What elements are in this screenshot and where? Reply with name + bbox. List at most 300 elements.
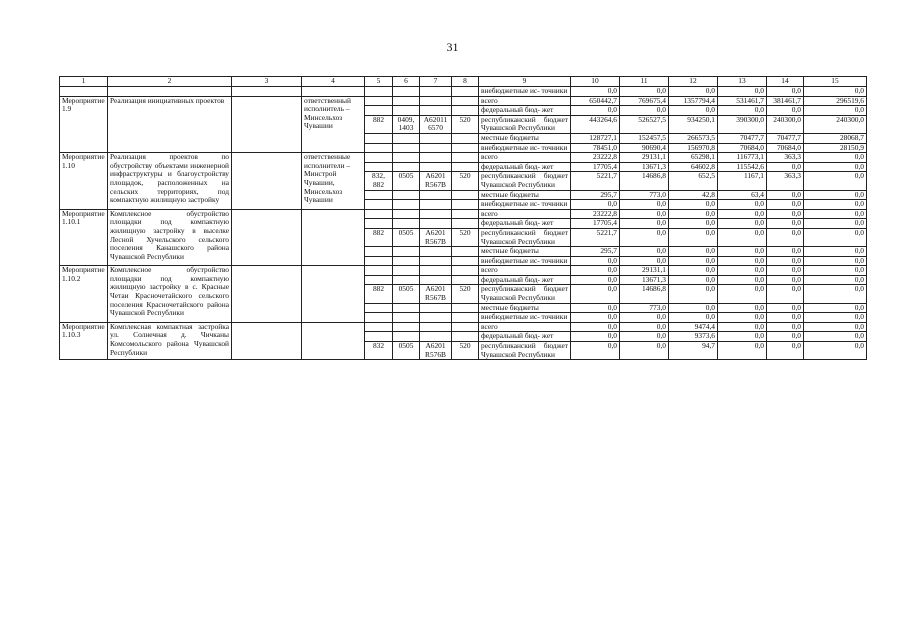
value-cell: 0,0 (804, 247, 867, 257)
value-cell: 9373,6 (669, 332, 718, 342)
rz-code: 0505 (393, 172, 420, 190)
program-table (59, 76, 867, 360)
empty-cell (452, 275, 479, 285)
value-cell: 0,0 (804, 200, 867, 210)
empty-cell (365, 87, 393, 97)
empty-cell (452, 247, 479, 257)
value-cell: 14686,8 (620, 285, 669, 303)
source-label: внебюджетные ис- точники (479, 87, 571, 97)
empty-cell (232, 266, 302, 323)
measure-code: Мероприятие 1.10.3 (60, 322, 108, 359)
empty-cell (420, 162, 452, 172)
empty-cell (420, 256, 452, 266)
empty-cell (232, 322, 302, 359)
value-cell: 29131,1 (620, 266, 669, 276)
value-cell: 0,0 (669, 200, 718, 210)
empty-cell (452, 256, 479, 266)
empty-cell (420, 275, 452, 285)
empty-cell (420, 143, 452, 153)
empty-cell (452, 266, 479, 276)
source-label: федеральный бюд- жет (479, 106, 571, 116)
empty-cell (420, 332, 452, 342)
empty-cell (365, 190, 393, 200)
value-cell: 116773,1 (718, 153, 767, 163)
responsible-executor: ответственные исполнители – Минстрой Чувашии, Минсельхоз Чувашии (302, 153, 365, 210)
value-cell: 0,0 (669, 266, 718, 276)
value-cell: 17705,4 (571, 219, 620, 229)
empty-cell (365, 275, 393, 285)
value-cell: 42,8 (669, 190, 718, 200)
value-cell: 0,0 (767, 190, 804, 200)
value-cell: 934250,1 (669, 115, 718, 133)
value-cell: 0,0 (718, 247, 767, 257)
header-cell: 8 (452, 77, 479, 87)
value-cell: 5221,7 (571, 228, 620, 246)
value-cell: 0,0 (767, 285, 804, 303)
source-label: федеральный бюд- жет (479, 275, 571, 285)
value-cell: 0,0 (669, 106, 718, 116)
value-cell: 652,5 (669, 172, 718, 190)
empty-cell (393, 106, 420, 116)
value-cell: 0,0 (718, 106, 767, 116)
empty-cell (420, 96, 452, 106)
empty-cell (365, 153, 393, 163)
value-cell: 0,0 (767, 322, 804, 332)
source-label: федеральный бюд- жет (479, 332, 571, 342)
empty-cell (393, 133, 420, 143)
value-cell: 0,0 (571, 303, 620, 313)
table-row (60, 153, 867, 163)
empty-cell (232, 153, 302, 210)
responsible-executor: ответственный исполнитель – Минсельхоз Чувашии (302, 96, 365, 153)
value-cell: 0,0 (620, 247, 669, 257)
value-cell: 0,0 (669, 209, 718, 219)
value-cell: 5221,7 (571, 172, 620, 190)
empty-cell (452, 209, 479, 219)
empty-cell (393, 190, 420, 200)
value-cell: 0,0 (669, 247, 718, 257)
empty-cell (420, 87, 452, 97)
value-cell: 0,0 (804, 228, 867, 246)
empty-cell (393, 275, 420, 285)
value-cell: 13671,3 (620, 162, 669, 172)
source-label: всего (479, 96, 571, 106)
value-cell: 0,0 (669, 219, 718, 229)
source-label: федеральный бюд- жет (479, 219, 571, 229)
empty-cell (452, 96, 479, 106)
value-cell: 0,0 (620, 256, 669, 266)
measure-title: Комплексное обустройство площадки под компактную жилищную застройку в с. Красные Четаи Красночетайского сельского поселения Красночетайского района Чувашской Республики (108, 266, 232, 323)
value-cell: 0,0 (804, 332, 867, 342)
header-cell: 7 (420, 77, 452, 87)
grbs-code: 882 (365, 285, 393, 303)
empty-cell (393, 303, 420, 313)
value-cell: 64602,8 (669, 162, 718, 172)
empty-cell (393, 200, 420, 210)
empty-cell (393, 266, 420, 276)
value-cell: 531461,7 (718, 96, 767, 106)
csr-code: А6201 R567В (420, 228, 452, 246)
grbs-code: 832 (365, 342, 393, 360)
empty-cell (452, 162, 479, 172)
value-cell: 94,7 (669, 342, 718, 360)
empty-cell (365, 313, 393, 323)
source-label: местные бюджеты (479, 190, 571, 200)
value-cell: 156970,8 (669, 143, 718, 153)
source-label: местные бюджеты (479, 133, 571, 143)
value-cell: 0,0 (804, 106, 867, 116)
value-cell: 128727,1 (571, 133, 620, 143)
source-label: внебюджетные ис- точники (479, 256, 571, 266)
source-label: местные бюджеты (479, 247, 571, 257)
header-cell: 1 (60, 77, 108, 87)
table-row (60, 322, 867, 332)
measure-code: Мероприятие 1.10.1 (60, 209, 108, 266)
empty-cell (420, 247, 452, 257)
source-label: республиканский бюджет Чувашской Республики (479, 228, 571, 246)
value-cell: 0,0 (804, 285, 867, 303)
grbs-code: 882 (365, 228, 393, 246)
value-cell: 0,0 (767, 87, 804, 97)
value-cell: 0,0 (804, 162, 867, 172)
empty-cell (420, 313, 452, 323)
value-cell: 90690,4 (620, 143, 669, 153)
source-label: федеральный бюд- жет (479, 162, 571, 172)
value-cell: 0,0 (571, 313, 620, 323)
value-cell: 0,0 (571, 342, 620, 360)
rz-code: 0505 (393, 228, 420, 246)
value-cell: 65298,1 (669, 153, 718, 163)
value-cell: 28150,9 (804, 143, 867, 153)
empty-cell (365, 162, 393, 172)
value-cell: 363,3 (767, 153, 804, 163)
measure-title: Комплексное обустройство площадки под компактную жилищную застройку в выселке Лесной Хучельского сельского поселения Канашского района Чувашской Республики (108, 209, 232, 266)
empty-cell (452, 332, 479, 342)
value-cell: 0,0 (804, 153, 867, 163)
value-cell: 0,0 (571, 322, 620, 332)
source-label: внебюджетные ис- точники (479, 200, 571, 210)
value-cell: 0,0 (620, 219, 669, 229)
value-cell: 0,0 (718, 87, 767, 97)
value-cell: 78451,0 (571, 143, 620, 153)
csr-code: А6201 R567В (420, 172, 452, 190)
header-cell: 4 (302, 77, 365, 87)
value-cell: 0,0 (767, 200, 804, 210)
value-cell: 17705,4 (571, 162, 620, 172)
empty-cell (452, 303, 479, 313)
empty-cell (452, 322, 479, 332)
value-cell: 0,0 (571, 200, 620, 210)
value-cell: 0,0 (767, 256, 804, 266)
value-cell: 0,0 (767, 313, 804, 323)
value-cell: 1167,1 (718, 172, 767, 190)
header-cell: 14 (767, 77, 804, 87)
value-cell: 773,0 (620, 303, 669, 313)
header-cell: 6 (393, 77, 420, 87)
value-cell: 0,0 (669, 275, 718, 285)
empty-cell (232, 209, 302, 266)
value-cell: 0,0 (804, 172, 867, 190)
value-cell: 0,0 (804, 313, 867, 323)
empty-cell (452, 87, 479, 97)
empty-cell (420, 153, 452, 163)
header-cell: 10 (571, 77, 620, 87)
value-cell: 13671,3 (620, 275, 669, 285)
empty-cell (420, 266, 452, 276)
empty-cell (365, 200, 393, 210)
value-cell: 0,0 (767, 303, 804, 313)
empty-cell (420, 322, 452, 332)
empty-cell (365, 256, 393, 266)
measure-title: Реализация инициативных проектов (108, 96, 232, 153)
value-cell: 1357794,4 (669, 96, 718, 106)
value-cell: 0,0 (804, 266, 867, 276)
value-cell: 0,0 (620, 87, 669, 97)
source-label: республиканский бюджет Чувашской Республики (479, 115, 571, 133)
value-cell: 526527,5 (620, 115, 669, 133)
table-row (60, 96, 867, 106)
source-label: республиканский бюджет Чувашской Республики (479, 342, 571, 360)
empty-cell (60, 87, 108, 97)
header-cell: 2 (108, 77, 232, 87)
empty-cell (393, 313, 420, 323)
value-cell: 70684,0 (767, 143, 804, 153)
value-cell: 0,0 (669, 313, 718, 323)
empty-cell (452, 143, 479, 153)
empty-cell (420, 106, 452, 116)
value-cell: 0,0 (571, 87, 620, 97)
header-cell: 3 (232, 77, 302, 87)
value-cell: 0,0 (804, 219, 867, 229)
value-cell: 0,0 (718, 209, 767, 219)
vr-code: 520 (452, 342, 479, 360)
value-cell: 0,0 (718, 228, 767, 246)
value-cell: 0,0 (804, 190, 867, 200)
value-cell: 0,0 (571, 256, 620, 266)
value-cell: 70477,7 (718, 133, 767, 143)
empty-cell (393, 153, 420, 163)
empty-cell (232, 87, 302, 97)
grbs-code: 832, 882 (365, 172, 393, 190)
value-cell: 29131,1 (620, 153, 669, 163)
value-cell: 296519,6 (804, 96, 867, 106)
value-cell: 650442,7 (571, 96, 620, 106)
value-cell: 295,7 (571, 190, 620, 200)
csr-code: А6201 R567В (420, 285, 452, 303)
empty-cell (420, 303, 452, 313)
value-cell: 0,0 (669, 285, 718, 303)
value-cell: 0,0 (669, 87, 718, 97)
value-cell: 0,0 (767, 266, 804, 276)
value-cell: 0,0 (767, 162, 804, 172)
value-cell: 0,0 (718, 219, 767, 229)
value-cell: 0,0 (620, 228, 669, 246)
value-cell: 0,0 (718, 275, 767, 285)
empty-cell (452, 313, 479, 323)
header-cell: 5 (365, 77, 393, 87)
value-cell: 0,0 (718, 332, 767, 342)
rz-code: 0505 (393, 342, 420, 360)
responsible-executor (302, 266, 365, 323)
empty-cell (420, 190, 452, 200)
empty-cell (452, 153, 479, 163)
value-cell: 0,0 (804, 87, 867, 97)
measure-code: Мероприятие 1.9 (60, 96, 108, 153)
empty-cell (452, 190, 479, 200)
empty-cell (393, 322, 420, 332)
empty-cell (365, 133, 393, 143)
empty-cell (365, 96, 393, 106)
value-cell: 0,0 (718, 303, 767, 313)
value-cell: 0,0 (718, 313, 767, 323)
csr-code: А62011 6570 (420, 115, 452, 133)
value-cell: 0,0 (571, 106, 620, 116)
rz-code: 0409, 1403 (393, 115, 420, 133)
value-cell: 0,0 (620, 106, 669, 116)
value-cell: 381461,7 (767, 96, 804, 106)
value-cell: 0,0 (620, 209, 669, 219)
value-cell: 23222,8 (571, 209, 620, 219)
value-cell: 0,0 (718, 322, 767, 332)
value-cell: 0,0 (620, 322, 669, 332)
value-cell: 240300,0 (804, 115, 867, 133)
value-cell: 23222,8 (571, 153, 620, 163)
empty-cell (393, 332, 420, 342)
empty-cell (365, 322, 393, 332)
vr-code: 520 (452, 115, 479, 133)
empty-cell (393, 162, 420, 172)
source-label: внебюджетные ис- точники (479, 313, 571, 323)
header-row (60, 77, 867, 87)
value-cell: 0,0 (620, 342, 669, 360)
value-cell: 0,0 (767, 275, 804, 285)
value-cell: 769675,4 (620, 96, 669, 106)
vr-code: 520 (452, 285, 479, 303)
table-row (60, 266, 867, 276)
empty-cell (365, 106, 393, 116)
value-cell: 0,0 (571, 266, 620, 276)
empty-cell (393, 256, 420, 266)
value-cell: 0,0 (804, 275, 867, 285)
value-cell: 295,7 (571, 247, 620, 257)
value-cell: 0,0 (669, 228, 718, 246)
empty-cell (420, 209, 452, 219)
value-cell: 0,0 (804, 342, 867, 360)
source-label: всего (479, 209, 571, 219)
value-cell: 0,0 (804, 303, 867, 313)
empty-cell (365, 266, 393, 276)
value-cell: 70684,0 (718, 143, 767, 153)
empty-cell (393, 209, 420, 219)
value-cell: 0,0 (718, 266, 767, 276)
value-cell: 390300,0 (718, 115, 767, 133)
measure-code: Мероприятие 1.10.2 (60, 266, 108, 323)
header-cell: 11 (620, 77, 669, 87)
measure-title: Реализация проектов по обустройству объектами инженерной инфраструктуры и благоустройству площадок, расположенных на сельских территориях, под компактную жилищную застройку (108, 153, 232, 210)
value-cell: 266573,5 (669, 133, 718, 143)
value-cell: 0,0 (767, 228, 804, 246)
value-cell: 0,0 (620, 332, 669, 342)
value-cell: 0,0 (669, 303, 718, 313)
value-cell: 115542,6 (718, 162, 767, 172)
page-number: 31 (446, 40, 459, 54)
value-cell: 443264,6 (571, 115, 620, 133)
value-cell: 0,0 (804, 322, 867, 332)
value-cell: 0,0 (767, 247, 804, 257)
value-cell: 0,0 (571, 275, 620, 285)
value-cell: 773,0 (620, 190, 669, 200)
value-cell: 0,0 (767, 332, 804, 342)
value-cell: 0,0 (804, 209, 867, 219)
source-label: внебюджетные ис- точники (479, 143, 571, 153)
value-cell: 0,0 (620, 200, 669, 210)
vr-code: 520 (452, 228, 479, 246)
value-cell: 0,0 (571, 285, 620, 303)
value-cell: 9474,4 (669, 322, 718, 332)
empty-cell (420, 133, 452, 143)
value-cell: 152457,5 (620, 133, 669, 143)
responsible-executor (302, 209, 365, 266)
responsible-executor (302, 322, 365, 359)
value-cell: 240300,0 (767, 115, 804, 133)
grbs-code: 882 (365, 115, 393, 133)
source-label: всего (479, 322, 571, 332)
value-cell: 28068,7 (804, 133, 867, 143)
empty-cell (365, 247, 393, 257)
value-cell: 63,4 (718, 190, 767, 200)
value-cell: 0,0 (718, 200, 767, 210)
empty-cell (393, 247, 420, 257)
empty-cell (108, 87, 232, 97)
value-cell: 0,0 (718, 256, 767, 266)
empty-cell (420, 219, 452, 229)
value-cell: 0,0 (767, 209, 804, 219)
csr-code: А6201 R576В (420, 342, 452, 360)
empty-cell (393, 87, 420, 97)
empty-cell (365, 219, 393, 229)
value-cell: 0,0 (718, 342, 767, 360)
empty-cell (452, 200, 479, 210)
value-cell: 0,0 (669, 256, 718, 266)
empty-cell (393, 143, 420, 153)
rz-code: 0505 (393, 285, 420, 303)
table-row (60, 87, 867, 97)
measure-code: Мероприятие 1.10 (60, 153, 108, 210)
empty-cell (452, 106, 479, 116)
value-cell: 0,0 (804, 256, 867, 266)
empty-cell (452, 133, 479, 143)
value-cell: 0,0 (767, 106, 804, 116)
source-label: всего (479, 266, 571, 276)
empty-cell (452, 219, 479, 229)
value-cell: 0,0 (767, 219, 804, 229)
empty-cell (365, 143, 393, 153)
value-cell: 0,0 (571, 332, 620, 342)
empty-cell (365, 209, 393, 219)
empty-cell (232, 96, 302, 153)
empty-cell (365, 303, 393, 313)
header-cell: 9 (479, 77, 571, 87)
empty-cell (393, 96, 420, 106)
empty-cell (420, 200, 452, 210)
value-cell: 0,0 (620, 313, 669, 323)
source-label: республиканский бюджет Чувашской Республики (479, 172, 571, 190)
source-label: республиканский бюджет Чувашской Республики (479, 285, 571, 303)
empty-cell (365, 332, 393, 342)
header-cell: 13 (718, 77, 767, 87)
header-cell: 15 (804, 77, 867, 87)
header-cell: 12 (669, 77, 718, 87)
